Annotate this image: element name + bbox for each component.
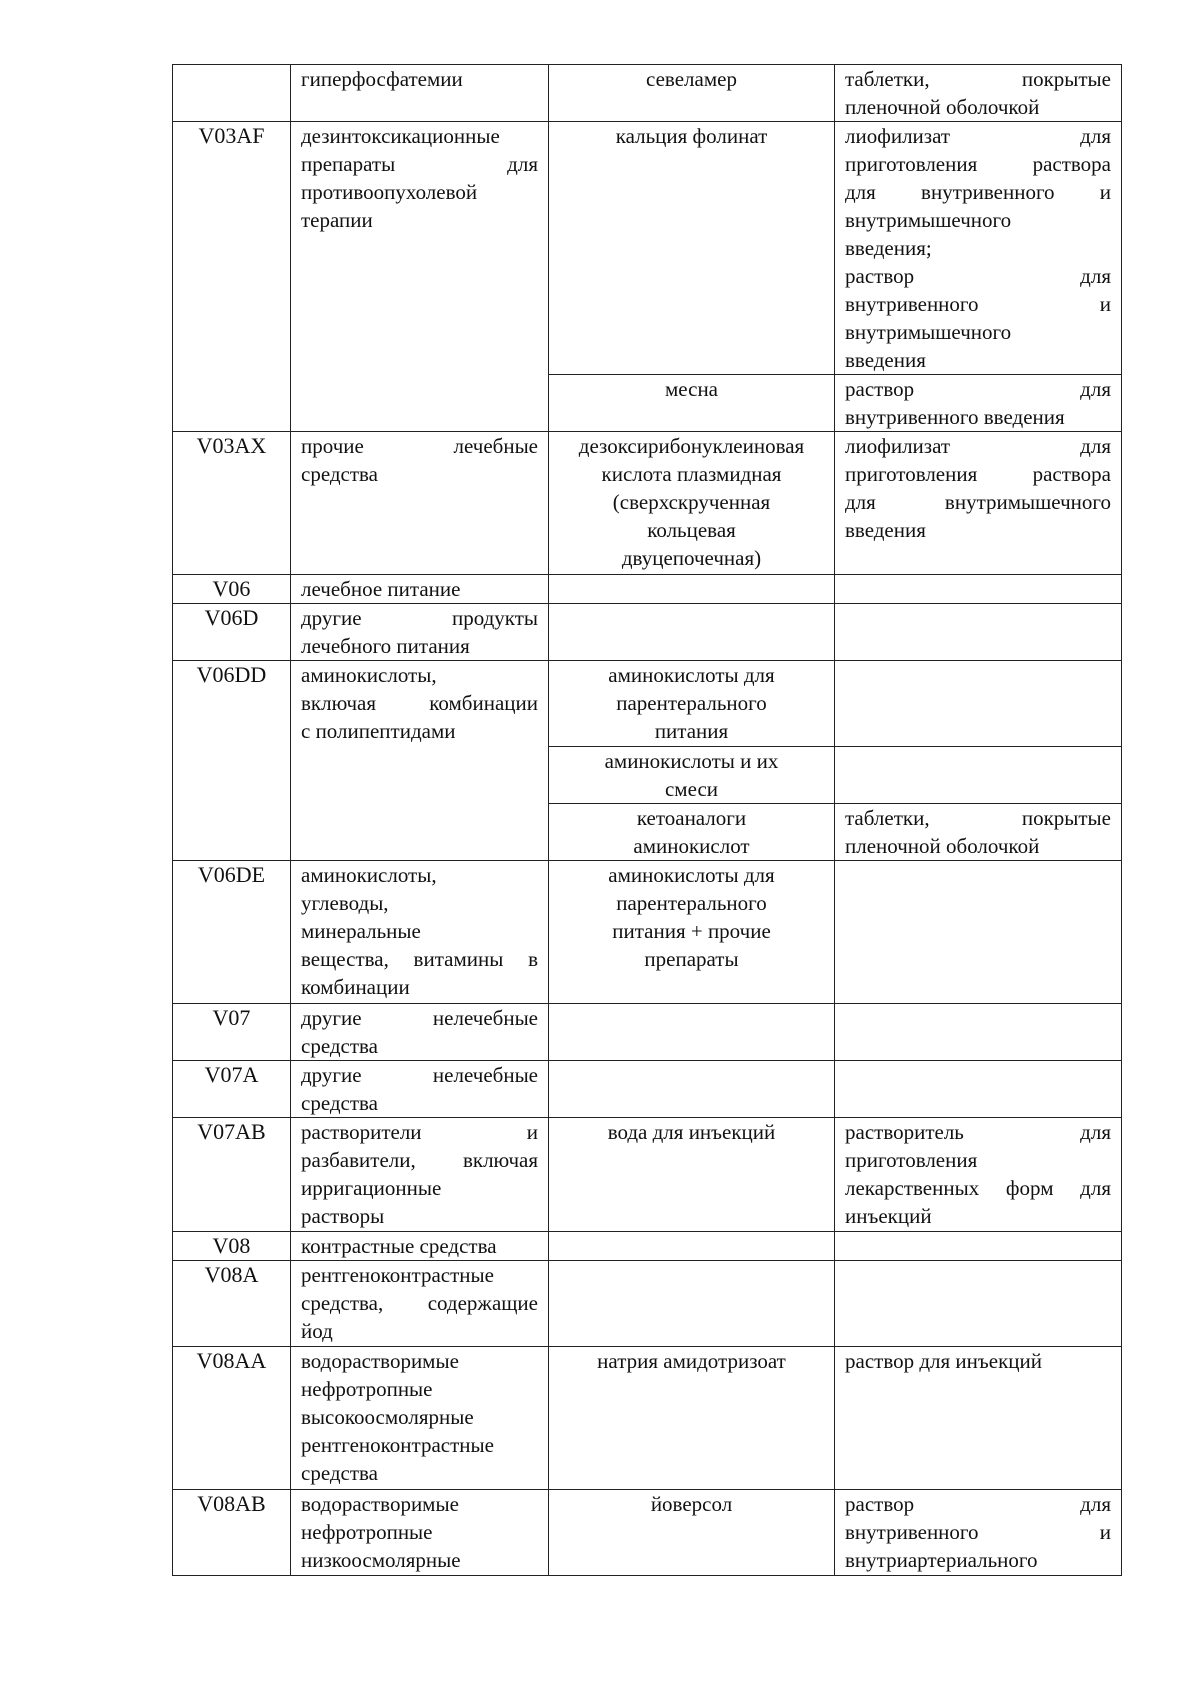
atc-name-cell: водорастворимые нефротропные низкоосмолярные xyxy=(291,1490,549,1576)
dosage-form-cell: лиофилизат для приготовления раствора для внутримышечного введения xyxy=(835,432,1122,575)
dosage-form-cell: таблетки, покрытые пленочной оболочкой xyxy=(835,65,1122,122)
dosage-form-cell xyxy=(835,1061,1122,1118)
atc-code-cell: V08 xyxy=(173,1232,291,1261)
table-row xyxy=(173,1261,1122,1347)
dosage-form-cell: раствор для внутривенного введения xyxy=(835,375,1122,432)
table-row xyxy=(173,861,1122,1004)
table-row xyxy=(173,575,1122,604)
inn-cell: дезоксирибонуклеиновая кислота плазмидная (сверхскрученная кольцевая двуцепочечная) xyxy=(549,432,835,575)
atc-name-cell: другие продукты лечебного питания xyxy=(291,604,549,661)
table-row xyxy=(173,1061,1122,1118)
dosage-form-cell xyxy=(835,1261,1122,1347)
inn-cell xyxy=(549,1232,835,1261)
atc-name-cell: другие нелечебные средства xyxy=(291,1004,549,1061)
inn-cell xyxy=(549,1061,835,1118)
dosage-form-cell xyxy=(835,861,1122,1004)
table-row xyxy=(173,65,1122,122)
dosage-form-cell xyxy=(835,661,1122,747)
inn-cell xyxy=(549,1261,835,1347)
dosage-form-cell: таблетки, покрытые пленочной оболочкой xyxy=(835,804,1122,861)
atc-code-cell: V08A xyxy=(173,1261,291,1347)
atc-code-cell: V03AF xyxy=(173,122,291,432)
atc-name-cell: дезинтоксикационные препараты для противоопухолевой терапии xyxy=(291,122,549,432)
atc-name-cell: аминокислоты, включая комбинации с полипептидами xyxy=(291,661,549,861)
inn-cell: месна xyxy=(549,375,835,432)
atc-code-cell: V06DE xyxy=(173,861,291,1004)
table-row xyxy=(173,604,1122,661)
dosage-form-cell: лиофилизат для приготовления раствора для внутривенного и внутримышечного введения; раствор для внутривенного и внутримышечного введения xyxy=(835,122,1122,375)
inn-cell: аминокислоты для парентерального питания + прочие препараты xyxy=(549,861,835,1004)
table-row xyxy=(173,432,1122,575)
table-row xyxy=(173,1118,1122,1232)
dosage-form-cell: раствор для инъекций xyxy=(835,1347,1122,1490)
atc-code-cell: V07 xyxy=(173,1004,291,1061)
inn-cell: кальция фолинат xyxy=(549,122,835,375)
atc-code-cell: V08AB xyxy=(173,1490,291,1576)
table-row xyxy=(173,1004,1122,1061)
atc-name-cell: растворители и разбавители, включая ирригационные растворы xyxy=(291,1118,549,1232)
atc-code-cell: V03AX xyxy=(173,432,291,575)
dosage-form-cell xyxy=(835,604,1122,661)
atc-code-cell: V06DD xyxy=(173,661,291,861)
dosage-form-cell xyxy=(835,747,1122,804)
dosage-form-cell xyxy=(835,1004,1122,1061)
inn-cell: аминокислоты и их смеси xyxy=(549,747,835,804)
table-row xyxy=(173,122,1122,375)
inn-cell xyxy=(549,604,835,661)
inn-cell: кетоаналоги аминокислот xyxy=(549,804,835,861)
atc-code-cell xyxy=(173,65,291,122)
dosage-form-cell: растворитель для приготовления лекарственных форм для инъекций xyxy=(835,1118,1122,1232)
atc-code-cell: V06 xyxy=(173,575,291,604)
inn-cell: аминокислоты для парентерального питания xyxy=(549,661,835,747)
inn-cell: вода для инъекций xyxy=(549,1118,835,1232)
atc-code-cell: V08AA xyxy=(173,1347,291,1490)
table-row xyxy=(173,1232,1122,1261)
inn-cell xyxy=(549,575,835,604)
atc-code-cell: V07AB xyxy=(173,1118,291,1232)
atc-name-cell: рентгеноконтрастные средства, содержащие йод xyxy=(291,1261,549,1347)
inn-cell: натрия амидотризоат xyxy=(549,1347,835,1490)
atc-name-cell: гиперфосфатемии xyxy=(291,65,549,122)
inn-cell: севеламер xyxy=(549,65,835,122)
atc-code-cell: V06D xyxy=(173,604,291,661)
dosage-form-cell xyxy=(835,575,1122,604)
dosage-form-cell xyxy=(835,1232,1122,1261)
inn-cell: йоверсол xyxy=(549,1490,835,1576)
atc-name-cell: лечебное питание xyxy=(291,575,549,604)
atc-name-cell: другие нелечебные средства xyxy=(291,1061,549,1118)
atc-name-cell: водорастворимые нефротропные высокоосмолярные рентгеноконтрастные средства xyxy=(291,1347,549,1490)
dosage-form-cell: раствор для внутривенного и внутриартериального xyxy=(835,1490,1122,1576)
table-row xyxy=(173,1347,1122,1490)
table-row xyxy=(173,1490,1122,1576)
atc-code-cell: V07A xyxy=(173,1061,291,1118)
atc-name-cell: прочие лечебные средства xyxy=(291,432,549,575)
atc-name-cell: аминокислоты, углеводы, минеральные вещества, витамины в комбинации xyxy=(291,861,549,1004)
table-row xyxy=(173,661,1122,747)
atc-name-cell: контрастные средства xyxy=(291,1232,549,1261)
inn-cell xyxy=(549,1004,835,1061)
drug-classification-table xyxy=(172,64,1122,1576)
